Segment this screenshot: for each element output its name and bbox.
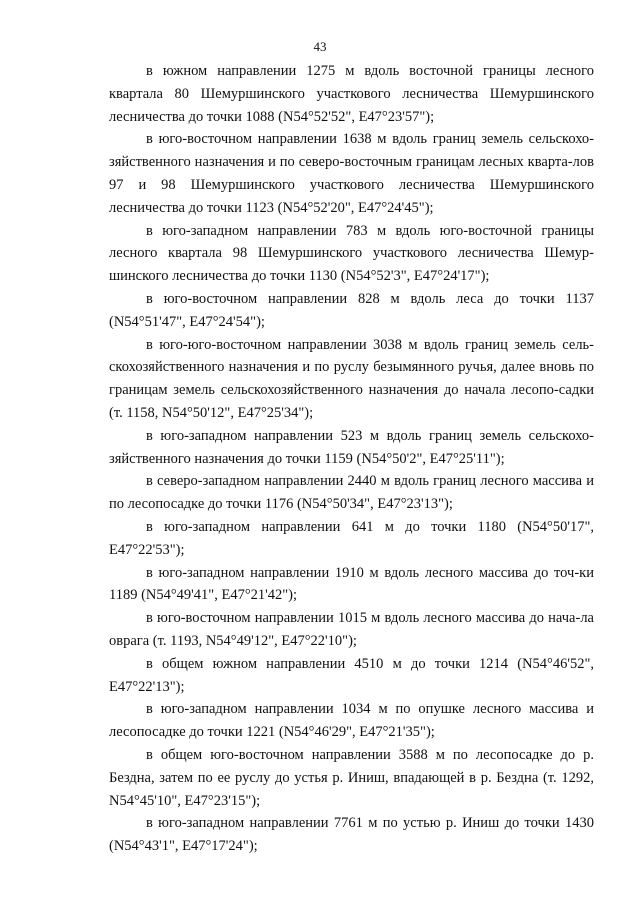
paragraph: в юго-юго-восточном направлении 3038 м вдоль границ земель сель-скохозяйственного назначения и по руслу безымянного ручья, далее вновь по границам земель сельскохозяйственного назначения до начала лесопо-садки (т. 1158, N54°50'12", E47°25'34");	[109, 336, 594, 421]
body-text	[109, 60, 594, 858]
paragraph: в общем юго-восточном направлении 3588 м по лесопосадке до р. Бездна, затем по ее руслу до устья р. Иниш, впадающей в р. Бездна (т. 1292, N54°45'10", E47°23'15");	[109, 746, 594, 809]
paragraph: в северо-западном направлении 2440 м вдоль границ лесного массива и по лесопосадке до точки 1176 (N54°50'34", E47°23'13");	[109, 473, 594, 513]
paragraph: в юго-восточном направлении 1638 м вдоль границ земель сельскохо-зяйственного назначения и по северо-восточным границам лесных кварта-лов 97 и 98 Шемуршинского участкового лесничества Шемуршинского лесничества до точки 1123 (N54°52'20", E47°24'45");	[109, 131, 594, 216]
paragraph: в юго-западном направлении 783 м вдоль юго-восточной границы лесного квартала 98 Шемуршинского участкового лесничества Шемур-шинского лесничества до точки 1130 (N54°52'3", E47°24'17");	[109, 222, 594, 285]
paragraph: в южном направлении 1275 м вдоль восточной границы лесного квартала 80 Шемуршинского участкового лесничества Шемуршинского лесничества до точки 1088 (N54°52'52", E47°23'57");	[109, 63, 594, 125]
paragraph: в юго-западном направлении 523 м вдоль границ земель сельскохо-зяйственного назначения до точки 1159 (N54°50'2", E47°25'11");	[109, 427, 594, 467]
paragraph: в юго-восточном направлении 828 м вдоль леса до точки 1137 (N54°51'47", E47°24'54");	[109, 290, 594, 330]
paragraph: в юго-восточном направлении 1015 м вдоль лесного массива до нача-ла оврага (т. 1193, N54°49'12", E47°22'10");	[109, 610, 594, 649]
paragraph: в общем южном направлении 4510 м до точки 1214 (N54°46'52", E47°22'13");	[109, 655, 594, 695]
paragraph: в юго-западном направлении 7761 м по устью р. Иниш до точки 1430 (N54°43'1", E47°17'24");	[109, 815, 594, 855]
page-number: 43	[313, 39, 327, 54]
paragraph: в юго-западном направлении 1910 м вдоль лесного массива до точ-ки 1189 (N54°49'41", E47°21'42");	[109, 564, 594, 604]
paragraph: в юго-западном направлении 1034 м по опушке лесного массива и лесопосадке до точки 1221 (N54°46'29", E47°21'35");	[109, 701, 594, 741]
paragraph: в юго-западном направлении 641 м до точки 1180 (N54°50'17", E47°22'53");	[109, 518, 594, 558]
